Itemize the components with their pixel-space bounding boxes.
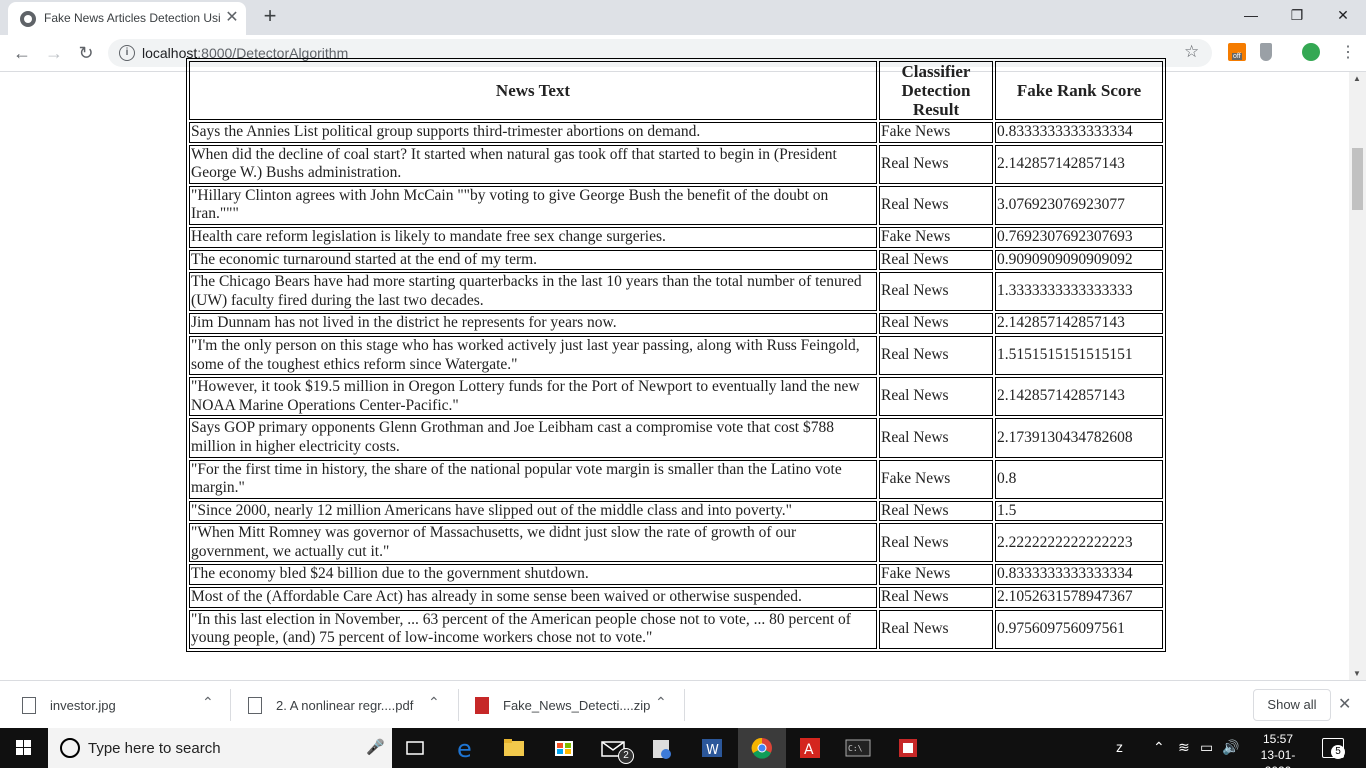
fake-rank-score-cell: 1.5151515151515151: [995, 336, 1163, 375]
table-row: [189, 313, 1163, 334]
news-text-cell: "I'm the only person on this stage who has worked actively just last year passing, along with Russ Feingold, some of the toughest ethics reform since Watergate.": [189, 336, 877, 375]
fake-rank-score-cell: 3.076923076923077: [995, 186, 1163, 225]
fake-rank-score-cell: 2.1052631578947367: [995, 587, 1163, 608]
menu-kebab-icon[interactable]: ⋮: [1340, 44, 1356, 61]
back-arrow-icon[interactable]: ←: [13, 43, 31, 63]
detection-result-cell: Real News: [879, 418, 993, 457]
detection-result-cell: Fake News: [879, 122, 993, 143]
header-fake-rank-score: Fake Rank Score: [995, 61, 1163, 120]
notification-center-icon[interactable]: [1322, 738, 1344, 758]
table-row: [189, 272, 1163, 311]
minimize-button[interactable]: —: [1244, 7, 1258, 23]
news-text-cell: "Since 2000, nearly 12 million Americans have slipped out of the middle class and into poverty.": [189, 501, 877, 522]
task-view-icon[interactable]: [392, 728, 440, 768]
acrobat-icon[interactable]: [786, 728, 834, 768]
detection-result-cell: Real News: [879, 145, 993, 184]
news-text-cell: "For the first time in history, the share of the national popular vote margin is smaller than the Latino vote margin.": [189, 460, 877, 499]
detection-result-cell: Real News: [879, 250, 993, 271]
fake-rank-score-cell: 2.2222222222222223: [995, 523, 1163, 562]
header-classifier-result: Classifier Detection Result: [879, 61, 993, 120]
url-text: localhost:8000/DetectorAlgorithm: [142, 45, 349, 61]
table-row: [189, 564, 1163, 585]
tab-strip: [0, 0, 1366, 35]
search-placeholder: Type here to search: [88, 740, 221, 757]
detection-result-cell: Real News: [879, 186, 993, 225]
browser-tab[interactable]: [8, 2, 246, 35]
table-row: [189, 418, 1163, 457]
table-row: [189, 523, 1163, 562]
news-text-cell: The economy bled $24 billion due to the government shutdown.: [189, 564, 877, 585]
detection-result-cell: Real News: [879, 523, 993, 562]
svg-text:C:\: C:\: [848, 744, 863, 753]
fake-rank-score-cell: 1.5: [995, 501, 1163, 522]
fake-rank-score-cell: 0.7692307692307693: [995, 227, 1163, 248]
clock-time: 15:57: [1262, 732, 1294, 746]
close-icon[interactable]: ✕: [1338, 696, 1352, 713]
news-text-cell: The Chicago Bears have had more starting quarterbacks in the last 10 years than the total number of tenured (UW) faculty fired during the last two decades.: [189, 272, 877, 311]
download-filename: Fake_News_Detecti....zip: [503, 698, 651, 713]
download-filename: 2. A nonlinear regr....pdf: [276, 698, 414, 713]
fake-rank-score-cell: 2.142857142857143: [995, 145, 1163, 184]
reload-icon[interactable]: ↻: [78, 43, 94, 63]
cortana-circle-icon: [60, 738, 80, 758]
bookmark-star-icon[interactable]: ☆: [1184, 42, 1200, 61]
java-app-icon[interactable]: [638, 728, 686, 768]
fake-rank-score-cell: 2.142857142857143: [995, 377, 1163, 416]
system-clock[interactable]: [1248, 731, 1308, 779]
table-row: [189, 227, 1163, 248]
table-row: [189, 377, 1163, 416]
fake-rank-score-cell: 0.8333333333333334: [995, 122, 1163, 143]
detection-result-cell: Fake News: [879, 564, 993, 585]
command-prompt-icon[interactable]: [834, 728, 882, 768]
detection-result-cell: Fake News: [879, 460, 993, 499]
fake-rank-score-cell: 0.975609756097561: [995, 610, 1163, 649]
download-bar: [0, 680, 1366, 729]
news-text-cell: Health care reform legislation is likely to mandate free sex change surgeries.: [189, 227, 877, 248]
forward-arrow-icon[interactable]: →: [45, 43, 63, 63]
news-text-cell: "Hillary Clinton agrees with John McCain ""by voting to give George Bush the benefit of the doubt on Iran.""": [189, 186, 877, 225]
table-row: [189, 186, 1163, 225]
chrome-icon[interactable]: [738, 728, 786, 768]
table-row: [189, 122, 1163, 143]
fake-rank-score-cell: 1.3333333333333333: [995, 272, 1163, 311]
chevron-up-icon[interactable]: ⌃: [1153, 739, 1165, 755]
detection-result-cell: Fake News: [879, 227, 993, 248]
detection-result-cell: Real News: [879, 313, 993, 334]
pdf-file-icon: [248, 697, 262, 714]
edge-browser-icon[interactable]: [442, 728, 490, 768]
restore-button[interactable]: ❐: [1290, 7, 1304, 23]
news-text-cell: When did the decline of coal start? It started when natural gas took off that started to begin in (President George W.) Bushs administration.: [189, 145, 877, 184]
detection-result-cell: Real News: [879, 610, 993, 649]
detection-result-cell: Real News: [879, 272, 993, 311]
volume-icon[interactable]: 🔊: [1222, 739, 1240, 755]
table-row: [189, 336, 1163, 375]
taskbar-search-box[interactable]: [48, 728, 392, 768]
fake-rank-score-cell: 2.142857142857143: [995, 313, 1163, 334]
image-file-icon: [22, 697, 36, 714]
tab-title: Fake News Articles Detection Usi: [44, 11, 221, 25]
word-icon[interactable]: [688, 728, 736, 768]
table-header-row: [189, 61, 1163, 120]
header-news-text: News Text: [189, 61, 877, 120]
tab-close-icon[interactable]: ✕: [225, 9, 239, 26]
table-row: [189, 250, 1163, 271]
download-filename: investor.jpg: [50, 698, 116, 713]
page-content: [0, 62, 1366, 680]
news-text-cell: Most of the (Affordable Care Act) has already in some sense been waived or otherwise suspended.: [189, 587, 877, 608]
clock-date: 13-01-2020: [1260, 748, 1296, 778]
windows-start-button[interactable]: [0, 728, 48, 768]
table-row: [189, 145, 1163, 184]
news-text-cell: "In this last election in November, ... 63 percent of the American people chose not to vote, ... 80 percent of young people, (and) 75 percent of low-income workers chose not to vote.": [189, 610, 877, 649]
divider: [458, 689, 459, 721]
new-tab-button[interactable]: +: [263, 3, 277, 28]
file-explorer-icon[interactable]: [490, 728, 538, 768]
news-text-cell: Says the Annies List political group supports third-trimester abortions on demand.: [189, 122, 877, 143]
profile-avatar-icon[interactable]: [1302, 43, 1320, 61]
table-row: [189, 501, 1163, 522]
chevron-up-icon[interactable]: ⌃: [655, 694, 667, 710]
mail-badge: 2: [618, 748, 634, 764]
news-text-cell: "When Mitt Romney was governor of Massachusetts, we didnt just slow the rate of growth of our government, we actually cut it.": [189, 523, 877, 562]
fake-rank-score-cell: 2.1739130434782608: [995, 418, 1163, 457]
show-all-button[interactable]: Show all: [1253, 689, 1331, 721]
detection-result-cell: Real News: [879, 587, 993, 608]
detection-result-cell: Real News: [879, 336, 993, 375]
table-row: [189, 587, 1163, 608]
globe-icon: [20, 11, 36, 27]
results-table: [186, 58, 1166, 652]
news-text-cell: Says GOP primary opponents Glenn Grothman and Joe Leibham cast a compromise vote that cost $788 million in higher electricity costs.: [189, 418, 877, 457]
people-icon[interactable]: ᴢ: [1116, 739, 1123, 755]
chevron-up-icon[interactable]: ⌃: [428, 694, 440, 710]
archive-app-icon[interactable]: [884, 728, 932, 768]
notification-count: 5: [1331, 745, 1345, 759]
table-row: [189, 610, 1163, 649]
fake-rank-score-cell: 0.9090909090909092: [995, 250, 1163, 271]
detection-result-cell: Real News: [879, 501, 993, 522]
wifi-icon[interactable]: ≋: [1178, 739, 1190, 755]
detection-result-cell: Real News: [879, 377, 993, 416]
svg-text:e: e: [457, 735, 472, 763]
extension-badge: off: [1233, 53, 1241, 60]
windows-taskbar: [0, 728, 1366, 778]
battery-icon[interactable]: ▭: [1200, 739, 1214, 755]
scroll-down-icon[interactable]: ▼: [1353, 669, 1361, 678]
microphone-icon[interactable]: 🎤: [366, 739, 385, 756]
zip-archive-icon: [475, 697, 489, 714]
svg-text:A: A: [804, 742, 814, 758]
results-body: [189, 122, 1163, 649]
scroll-up-icon[interactable]: ▲: [1353, 74, 1361, 83]
chevron-up-icon[interactable]: ⌃: [202, 694, 214, 710]
fake-rank-score-cell: 0.8: [995, 460, 1163, 499]
news-text-cell: "However, it took $19.5 million in Oregon Lottery funds for the Port of Newport to eventually land the new NOAA Marine Operations Center-Pacific.": [189, 377, 877, 416]
table-row: [189, 460, 1163, 499]
store-icon[interactable]: [540, 728, 588, 768]
close-window-button[interactable]: ✕: [1337, 7, 1349, 23]
divider: [230, 689, 231, 721]
divider: [684, 689, 685, 721]
windows-logo-icon: [0, 728, 48, 768]
svg-text:W: W: [706, 743, 719, 758]
info-icon[interactable]: i: [119, 45, 135, 61]
vertical-scrollbar[interactable]: [1349, 72, 1366, 680]
news-text-cell: The economic turnaround started at the end of my term.: [189, 250, 877, 271]
mail-icon[interactable]: [590, 728, 638, 768]
extension-blocker-icon[interactable]: [1228, 43, 1246, 61]
news-text-cell: Jim Dunnam has not lived in the district he represents for years now.: [189, 313, 877, 334]
shield-extension-icon[interactable]: [1260, 43, 1272, 61]
fake-rank-score-cell: 0.8333333333333334: [995, 564, 1163, 585]
scrollbar-thumb[interactable]: [1352, 148, 1363, 210]
